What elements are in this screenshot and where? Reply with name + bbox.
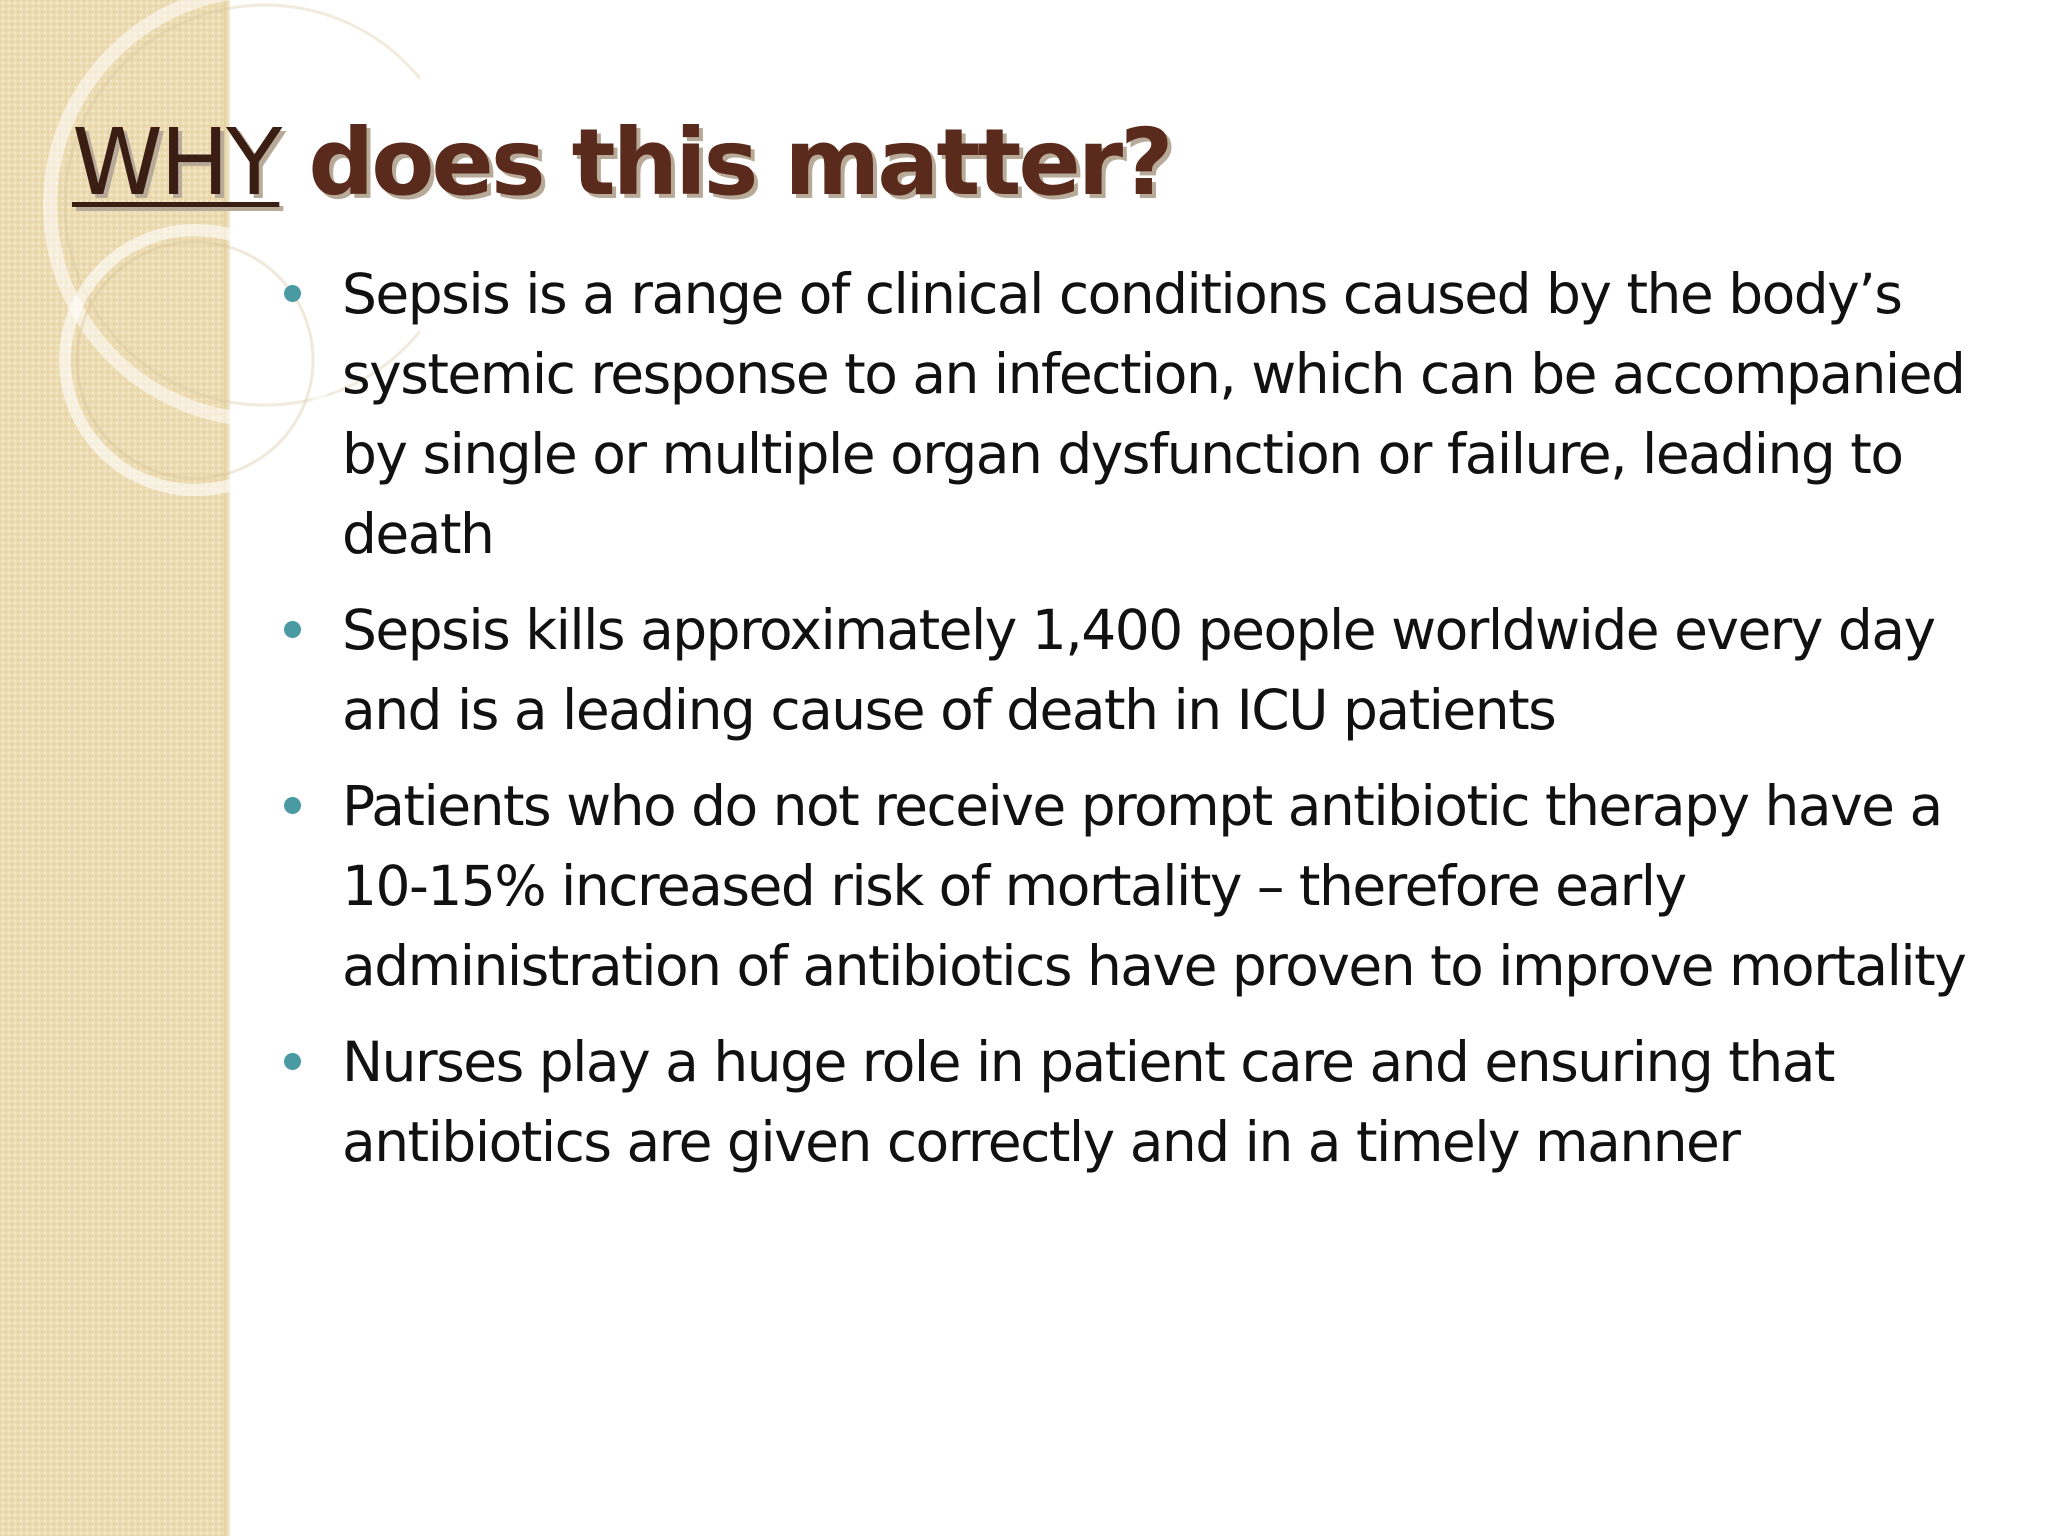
bullet-text: Sepsis is a range of clinical conditions caused by the body’s systemic response to an infection, which can be accompanied by single or multiple organ dysfunction or failure, leading to death (342, 262, 1965, 566)
slide-title (72, 108, 1170, 218)
bullet-dot-icon (284, 797, 301, 814)
bullet-item (280, 254, 1980, 574)
slide-title-underlined: WHY (72, 109, 280, 216)
bullet-item (280, 1022, 1980, 1182)
bullet-text: Nurses play a huge role in patient care and ensuring that antibiotics are given correctly and in a timely manner (342, 1030, 1834, 1174)
slide-title-rest: does this matter? (279, 109, 1171, 216)
side-band-edge (224, 0, 230, 1536)
bullet-text: Patients who do not receive prompt antibiotic therapy have a 10-15% increased risk of mortality – therefore early administration of antibiotics have proven to improve mortality (342, 774, 1966, 998)
bullet-list (280, 254, 1980, 1198)
side-band-decoration (0, 0, 228, 1536)
bullet-dot-icon (284, 285, 301, 302)
bullet-dot-icon (284, 621, 301, 638)
bullet-dot-icon (284, 1053, 301, 1070)
bullet-item (280, 766, 1980, 1006)
bullet-item (280, 590, 1980, 750)
bullet-text: Sepsis kills approximately 1,400 people worldwide every day and is a leading cause of death in ICU patients (342, 598, 1935, 742)
